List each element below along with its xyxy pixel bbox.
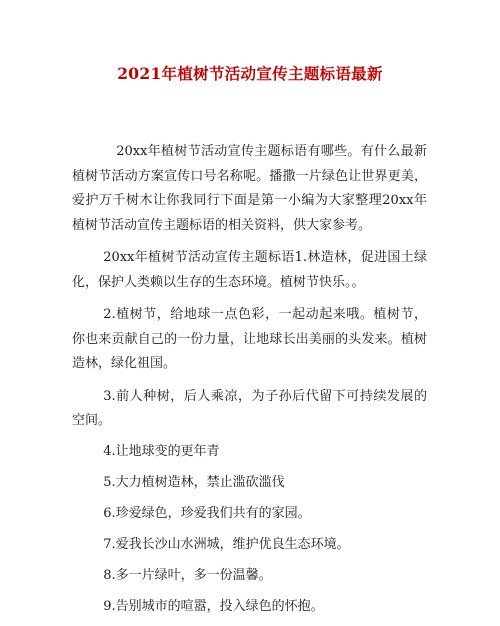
intro-paragraph: 20xx年植树节活动宣传主题标语有哪些。有什么最新植树节活动方案宣传口号名称呢。播撒一片绿色让世界更美，爱护万千树木让你我同行下面是第一小编为大家整理20xx年植树节活动宣传主题标语的相关资料，供大家参考。 xyxy=(72,144,427,233)
slogan-paragraph-2: 2.植树节，给地球一点色彩，一起动起来哦。植树节，你也来贡献自己的一份力量，让地球长出美丽的头发来。植树造林，绿化祖国。 xyxy=(72,307,427,371)
document-body xyxy=(72,140,427,626)
slogan-item-5: 5.大力植树造林，禁止滥砍滥伐 xyxy=(103,475,285,490)
slogan-item-7: 7.爱我长沙山水洲城，维护优良生态环境。 xyxy=(103,537,350,552)
slogan-item-9: 9.告别城市的喧嚣，投入绿色的怀抱。 xyxy=(103,599,324,614)
slogan-item-6: 6.珍爱绿色，珍爱我们共有的家园。 xyxy=(103,506,311,521)
slogan-item-3: 3.前人种树，后人乘凉，为子孙后代留下可持续发展的空间。 xyxy=(72,388,427,428)
slogan-item-8: 8.多一片绿叶，多一份温馨。 xyxy=(103,568,272,583)
document-title: 2021年植树节活动宣传主题标语最新 xyxy=(117,64,383,83)
slogan-paragraph-1: 20xx年植树节活动宣传主题标语1.林造林，促进国土绿化，保护人类赖以生存的生态环境。植树节快乐。。 xyxy=(72,250,427,290)
slogan-item-4: 4.让地球变的更年青 xyxy=(103,444,220,459)
